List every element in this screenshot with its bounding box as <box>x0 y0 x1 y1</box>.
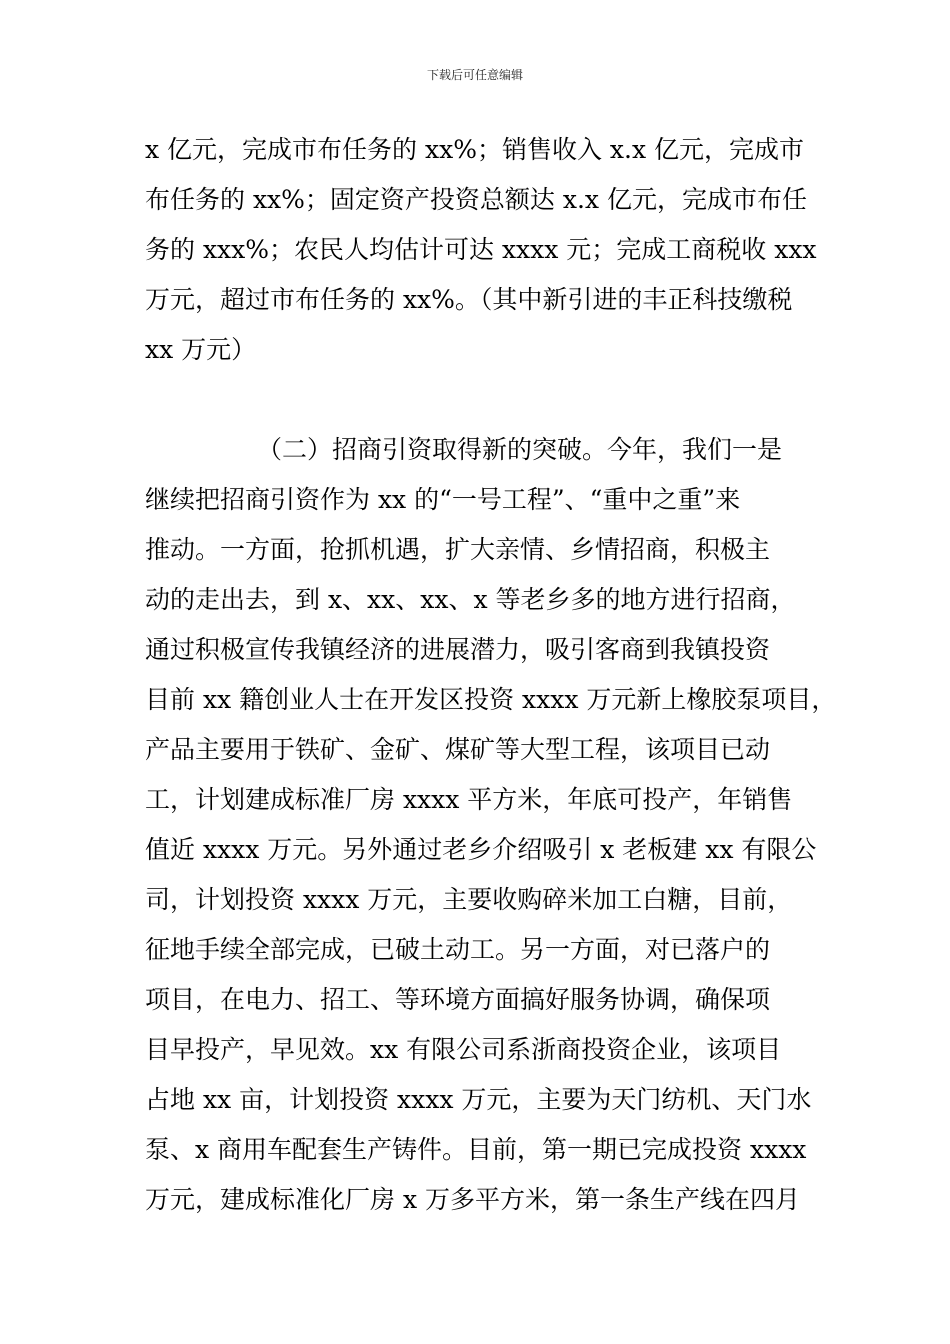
text-line: xx 万元） <box>145 335 257 364</box>
text-line: 泵、x 商用车配套生产铸件。目前，第一期已完成投资 xxxx <box>145 1135 807 1164</box>
text-line: 目前 xx 籍创业人士在开发区投资 xxxx 万元新上橡胶泵项目， <box>145 685 837 714</box>
text-line: （二）招商引资取得新的突破。今年，我们一是 <box>257 435 783 464</box>
text-line: 产品主要用于铁矿、金矿、煤矿等大型工程，该项目已动 <box>145 735 771 764</box>
text-line: 推动。一方面，抢抓机遇，扩大亲情、乡情招商，积极主 <box>145 535 771 564</box>
text-line: 目早投产，早见效。xx 有限公司系浙商投资企业，该项目 <box>145 1035 782 1064</box>
text-line: 务的 xxx%；农民人均估计可达 xxxx 元；完成工商税收 xxx <box>145 235 817 264</box>
text-line: 万元，超过市布任务的 xx%。（其中新引进的丰正科技缴税 <box>145 285 793 314</box>
text-line: 继续把招商引资作为 xx 的“一号工程”、“重中之重”来 <box>145 485 741 514</box>
text-line: 工，计划建成标准厂房 xxxx 平方米，年底可投产，年销售 <box>145 785 793 814</box>
text-line: 司，计划投资 xxxx 万元，主要收购碎米加工白糖，目前， <box>145 885 793 914</box>
text-line: 占地 xx 亩，计划投资 xxxx 万元，主要为天门纺机、天门水 <box>145 1085 812 1114</box>
text-line: 征地手续全部完成，已破土动工。另一方面，对已落户的 <box>145 935 771 964</box>
text-line: 值近 xxxx 万元。另外通过老乡介绍吸引 x 老板建 xx 有限公 <box>145 835 817 864</box>
text-line: 万元，建成标准化厂房 x 万多平方米，第一条生产线在四月 <box>145 1185 800 1214</box>
text-line: x 亿元，完成市布任务的 xx%；销售收入 x.x 亿元，完成市 <box>145 135 804 164</box>
page-header: 下载后可任意编辑 <box>426 68 523 82</box>
text-line: 布任务的 xx%；固定资产投资总额达 x.x 亿元，完成市布任 <box>145 185 807 214</box>
text-line: 动的走出去，到 x、xx、xx、x 等老乡多的地方进行招商， <box>145 585 796 614</box>
text-line: 项目，在电力、招工、等环境方面搞好服务协调，确保项 <box>145 985 771 1014</box>
text-line: 通过积极宣传我镇经济的进展潜力，吸引客商到我镇投资 <box>145 635 771 664</box>
